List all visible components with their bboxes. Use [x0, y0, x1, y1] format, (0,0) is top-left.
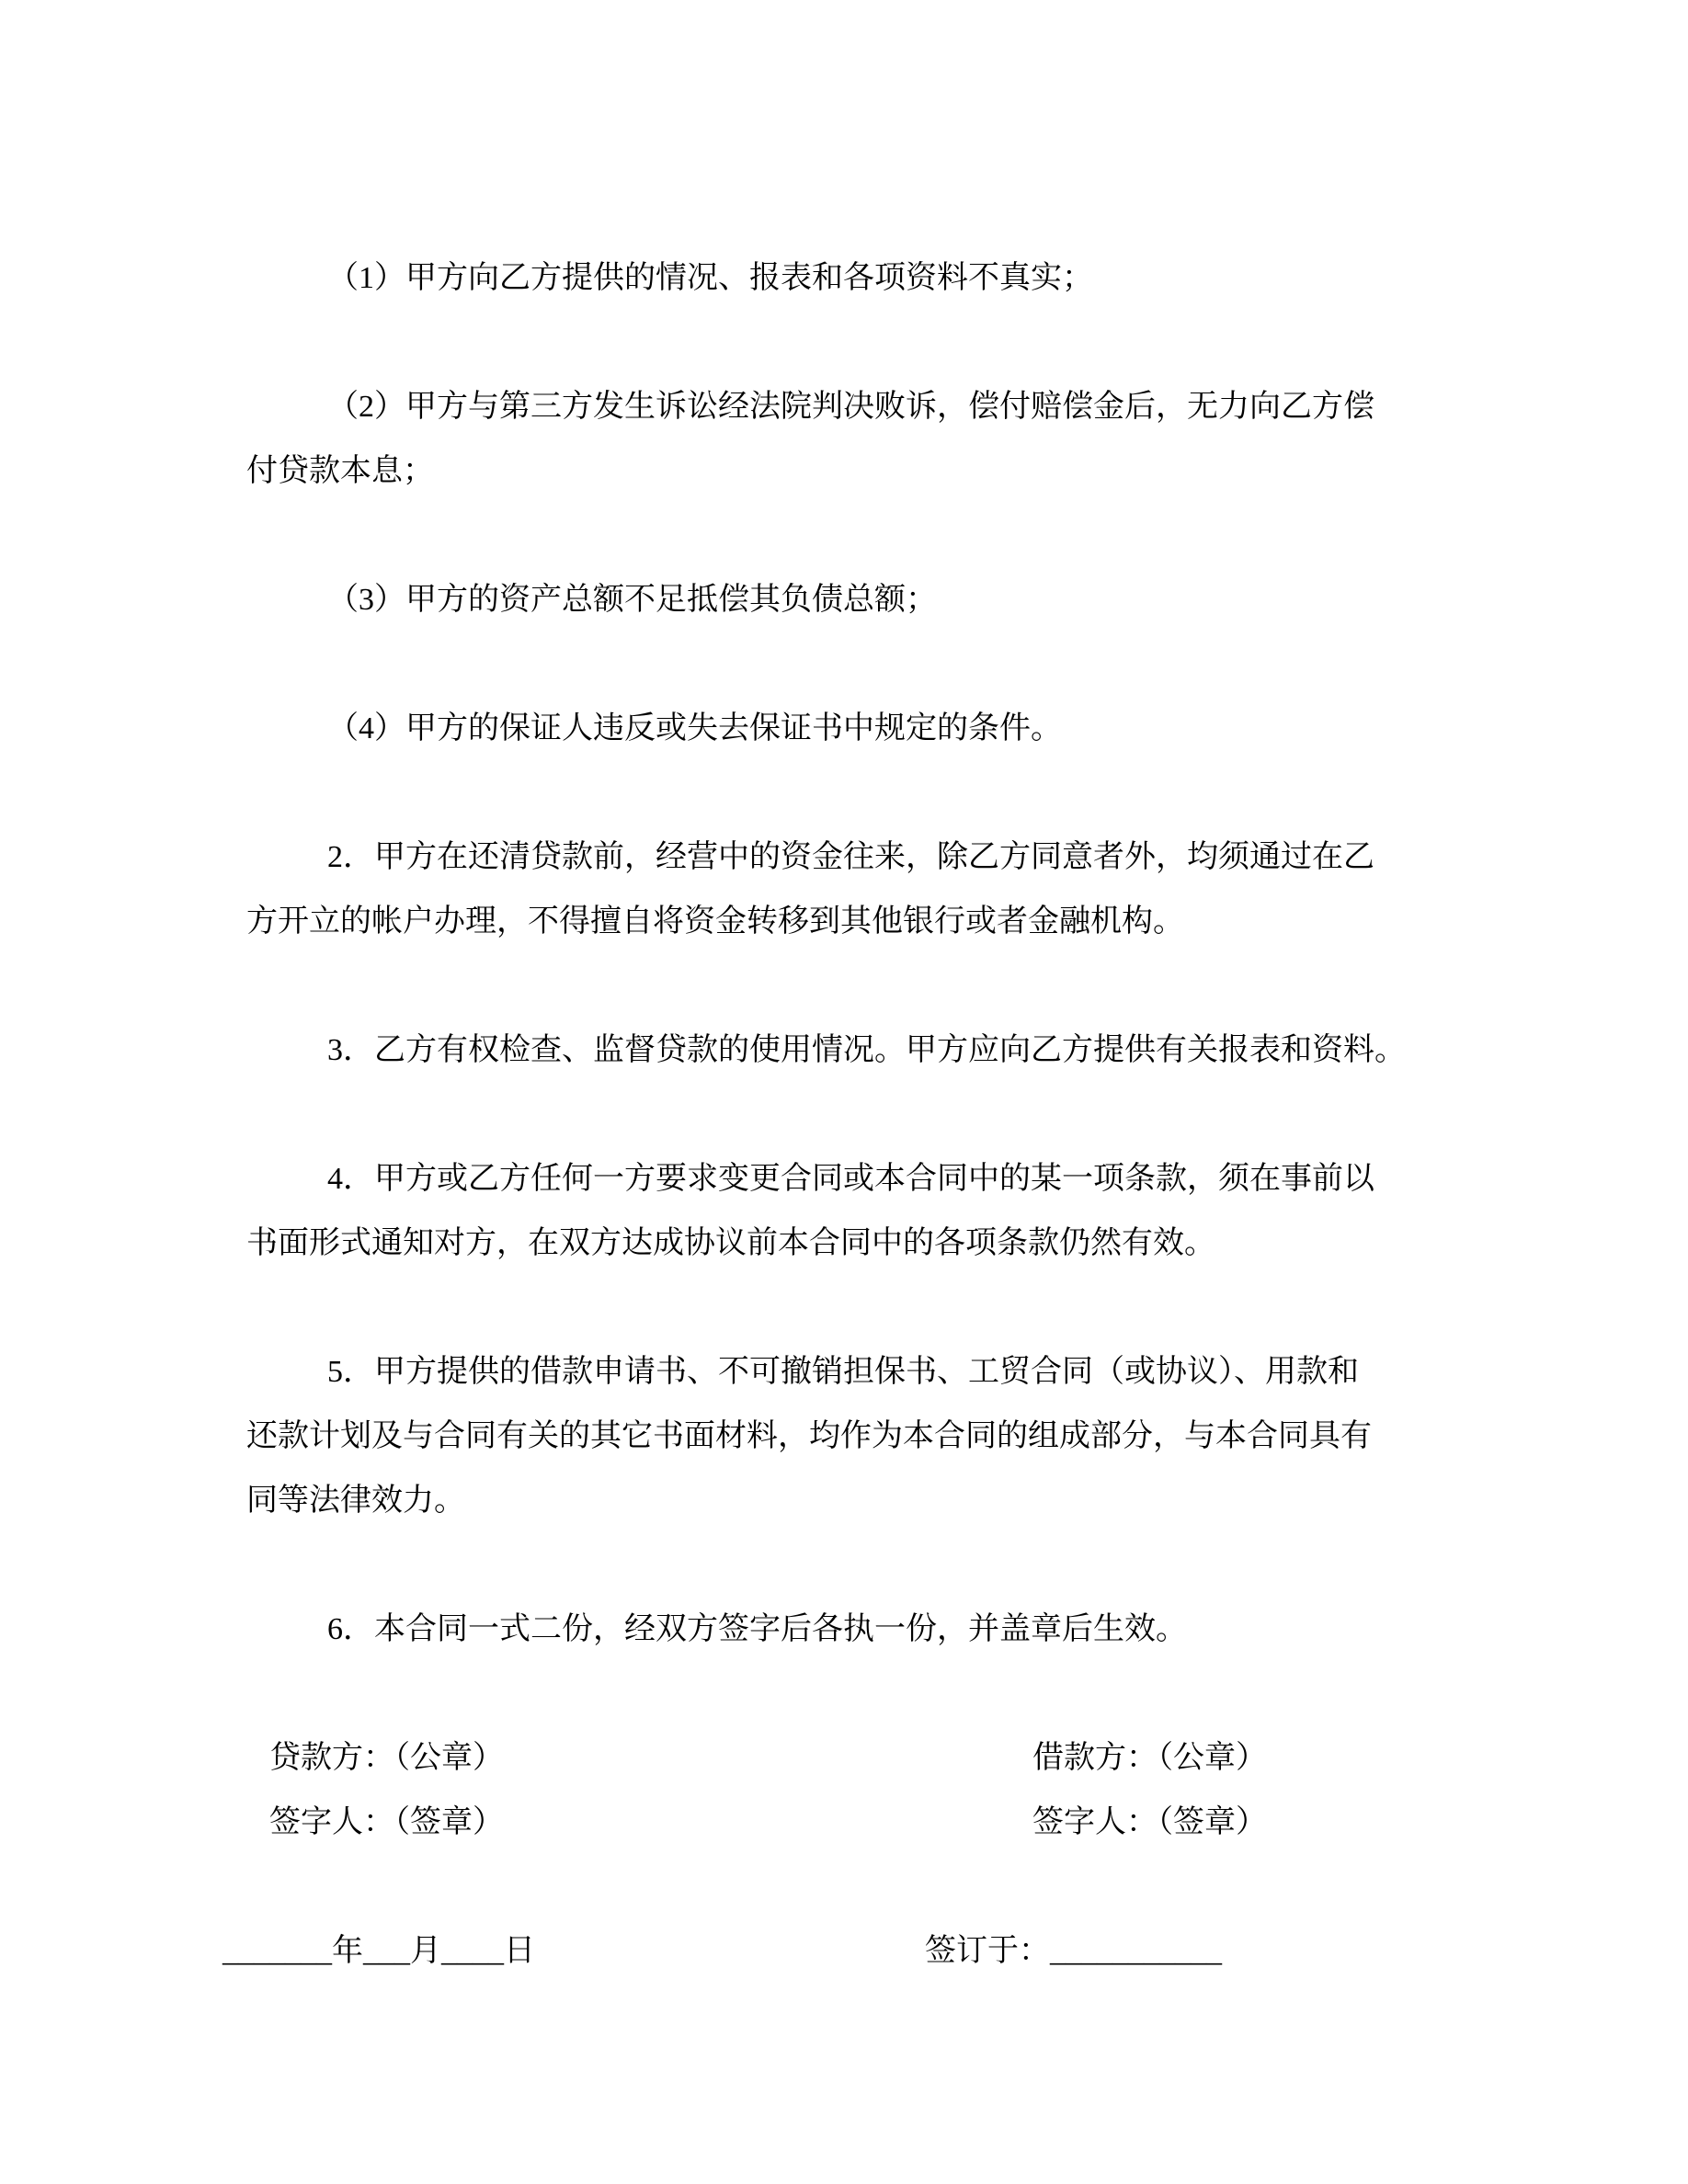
- subclause-4: （4）甲方的保证人违反或失去保证书中规定的条件。: [327, 711, 1062, 745]
- clause-5: 5．甲方提供的借款申请书、不可撤销担保书、工贸合同（或协议）、用款和 还款计划及与合同有关的其它书面材料，均作为本合同的组成部分，与本合同具有 同等法律效力。: [246, 1355, 1372, 1518]
- signed-at-blank-line: 签订于：___________: [925, 1934, 1222, 1968]
- lender-signer-label: 签字人：（签章）: [269, 1805, 504, 1839]
- clause-2: 2．甲方在还清贷款前，经营中的资金往来，除乙方同意者外，均须通过在乙 方开立的帐户办理，不得擅自将资金转移到其他银行或者金融机构。: [246, 840, 1374, 938]
- date-blank-line: _______年___月____日: [222, 1934, 535, 1968]
- clause-6: 6．本合同一式二份，经双方签字后各执一份，并盖章后生效。: [327, 1612, 1187, 1646]
- clause-4: 4．甲方或乙方任何一方要求变更合同或本合同中的某一项条款，须在事前以 书面形式通知对方，在双方达成协议前本合同中的各项条款仍然有效。: [246, 1162, 1374, 1260]
- subclause-3: （3）甲方的资产总额不足抵偿其负债总额；: [327, 583, 937, 617]
- lender-seal-label: 贷款方：（公章）: [269, 1741, 504, 1775]
- subclause-1: （1）甲方向乙方提供的情况、报表和各项资料不真实；: [327, 261, 1093, 295]
- date-row: [222, 1919, 1442, 1984]
- borrower-seal-label: 借款方：（公章）: [1032, 1741, 1267, 1775]
- signature-row-signers: [246, 1791, 1442, 1855]
- subclause-2: （2）甲方与第三方发生诉讼经法院判决败诉，偿付赔偿金后，无力向乙方偿 付贷款本息；: [246, 390, 1374, 488]
- contract-body: [222, 246, 1442, 1984]
- clause-3: 3．乙方有权检查、监督贷款的使用情况。甲方应向乙方提供有关报表和资料。: [327, 1033, 1406, 1067]
- signature-row-seals: [246, 1726, 1442, 1791]
- borrower-signer-label: 签字人：（签章）: [1032, 1805, 1267, 1839]
